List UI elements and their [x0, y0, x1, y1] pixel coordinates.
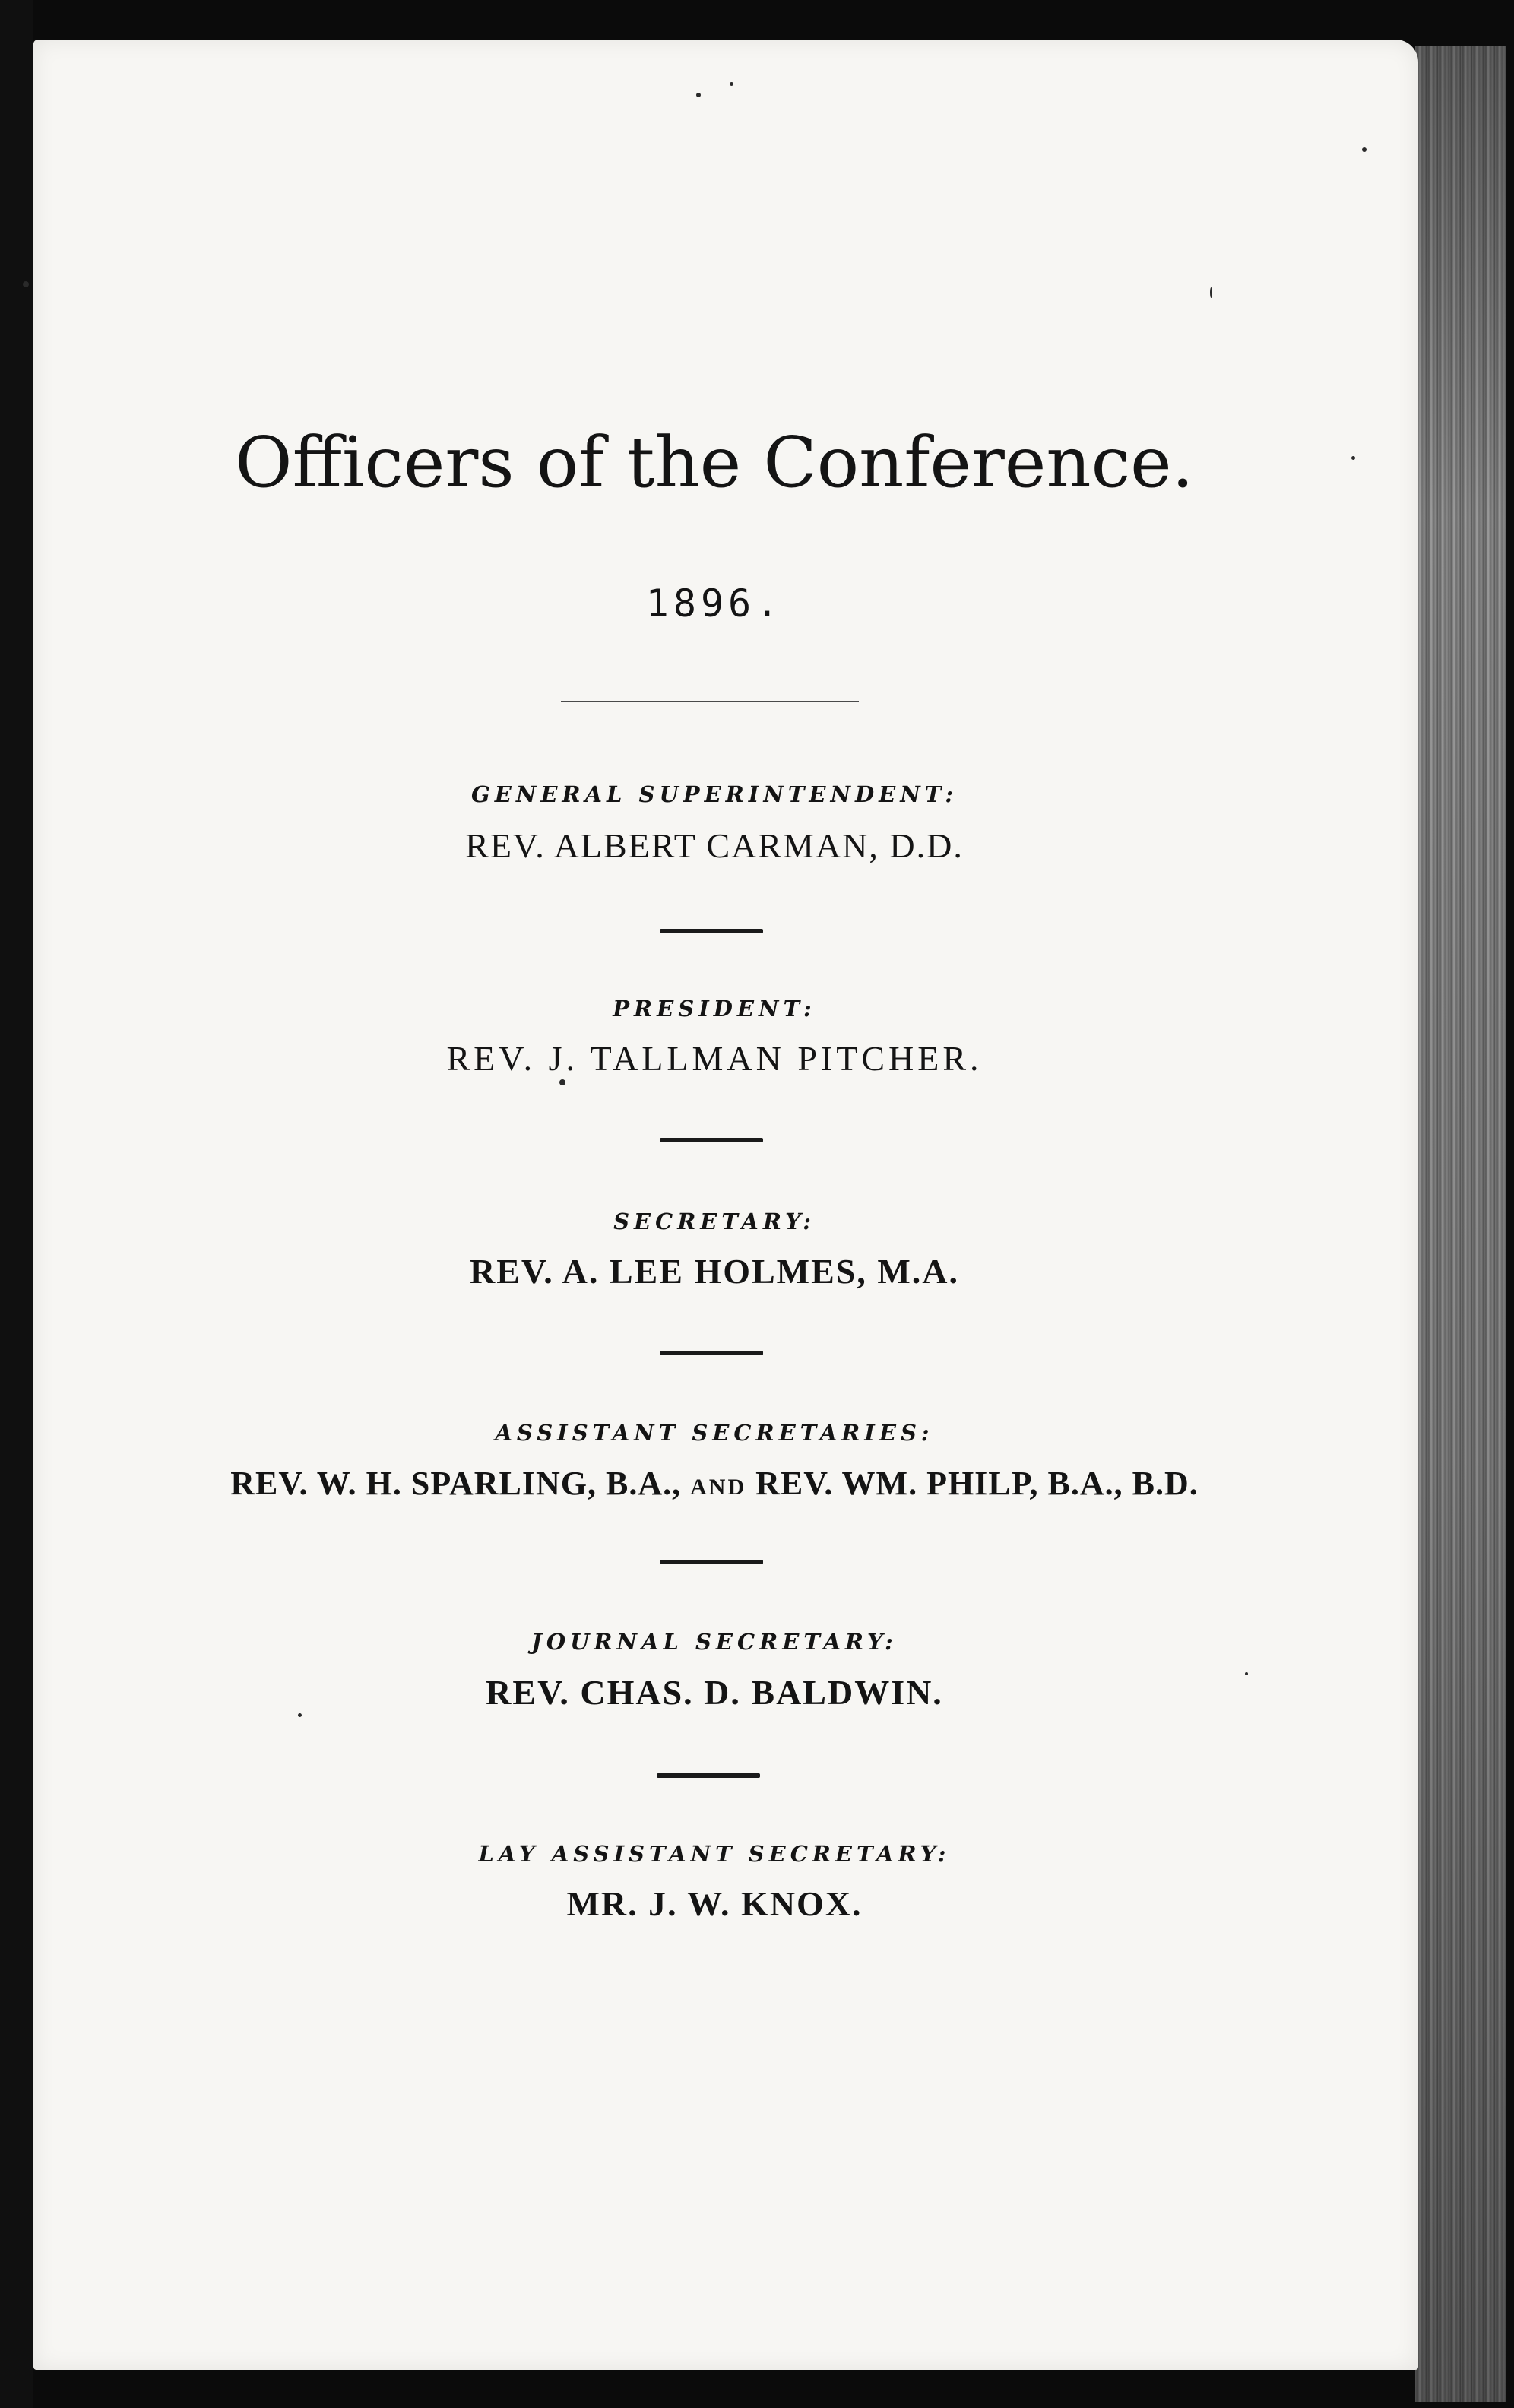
scan-speck	[730, 82, 733, 86]
section-divider	[660, 1138, 763, 1142]
role-secretary: SECRETARY:	[613, 1209, 816, 1234]
section-divider	[660, 929, 763, 933]
conjunction-and: AND	[690, 1475, 747, 1500]
name-general-superintendent: REV. ALBERT CARMAN, D.D.	[465, 826, 964, 865]
scan-speck	[23, 281, 29, 287]
role-journal-secretary: JOURNAL SECRETARY:	[531, 1629, 898, 1655]
role-lay-assistant-secretary: LAY ASSISTANT SECRETARY:	[478, 1841, 951, 1867]
scan-speck	[1362, 147, 1367, 152]
scan-speck	[696, 93, 701, 97]
scan-speck	[559, 1079, 565, 1085]
name-assistant-secretaries	[0, 1464, 1429, 1503]
book-edge-shading	[1415, 46, 1506, 2402]
section-divider	[660, 1560, 763, 1564]
scan-left-border	[0, 0, 33, 2408]
page-title: Officers of the Conference.	[235, 422, 1194, 503]
section-divider	[660, 1351, 763, 1355]
name-president: REV. J. TALLMAN PITCHER.	[446, 1039, 983, 1078]
page-year: 1896.	[645, 581, 784, 626]
name-assistant-secretary-2: REV. WM. PHILP, B.A., B.D.	[755, 1465, 1199, 1502]
name-lay-assistant-secretary: MR. J. W. KNOX.	[566, 1884, 863, 1923]
name-journal-secretary: REV. CHAS. D. BALDWIN.	[486, 1673, 943, 1712]
scan-speck	[1351, 456, 1355, 460]
name-secretary: REV. A. LEE HOLMES, M.A.	[470, 1252, 959, 1291]
role-general-superintendent: GENERAL SUPERINTENDENT:	[470, 781, 958, 807]
section-divider	[657, 1773, 760, 1778]
title-divider	[561, 701, 859, 702]
printed-page	[33, 40, 1418, 2370]
scan-speck	[298, 1713, 302, 1717]
name-assistant-secretary-1: REV. W. H. SPARLING, B.A.,	[230, 1465, 682, 1502]
scan-speck	[1245, 1672, 1248, 1675]
scan-speck	[1210, 287, 1212, 298]
role-president: PRESIDENT:	[613, 996, 816, 1022]
role-assistant-secretaries: ASSISTANT SECRETARIES:	[495, 1420, 934, 1446]
